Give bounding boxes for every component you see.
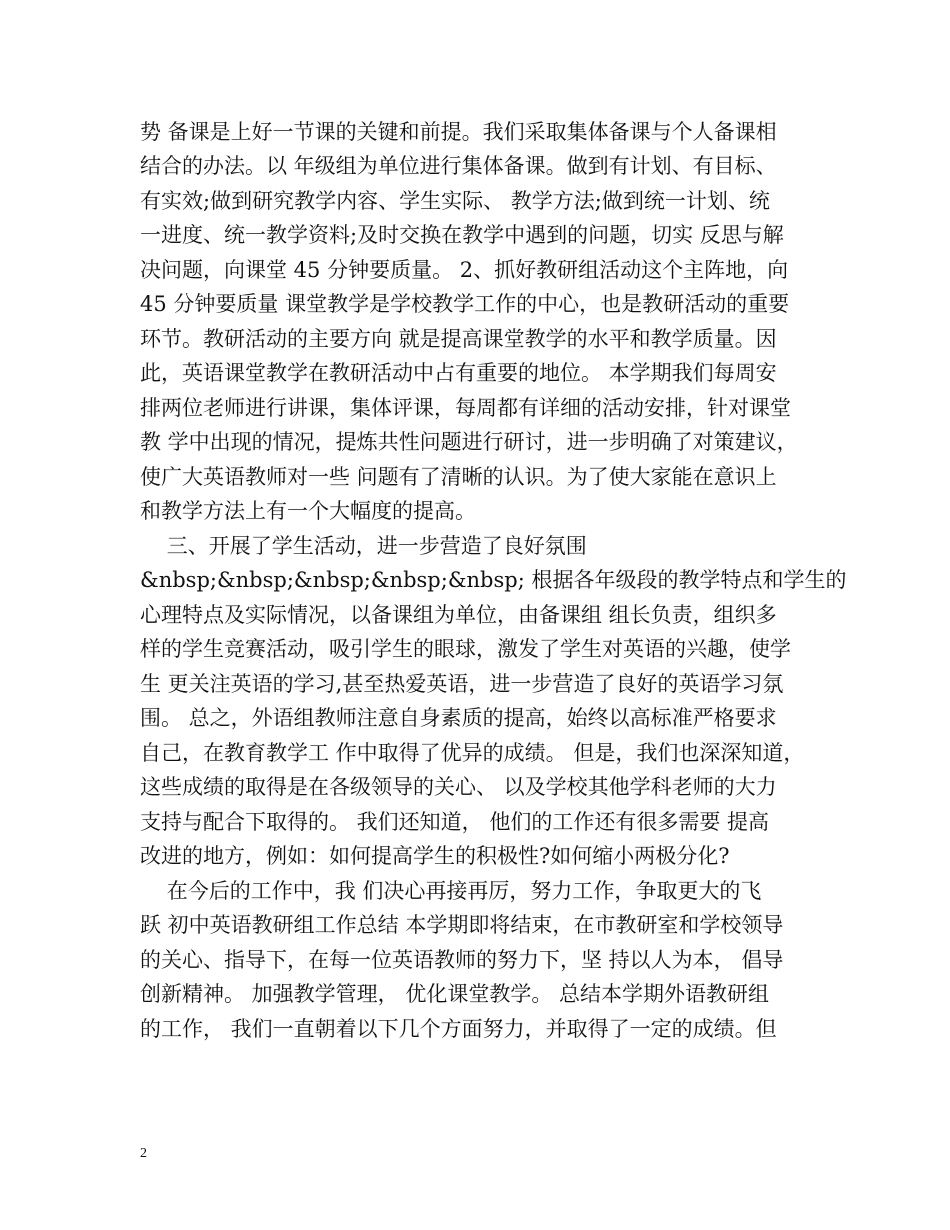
body-text-line: 支持与配合下取得的。 我们还知道， 他们的工作还有很多需要 提高 (140, 810, 770, 834)
body-text-line: 生 更关注英语的学习,甚至热爱英语，进一步营造了良好的英语学习氛 (140, 672, 784, 696)
body-text-line: 的关心、指导下，在每一位英语教师的努力下，坚 持以人为本， 倡导 (140, 948, 784, 972)
body-text-line: 改进的地方，例如：如何提高学生的积极性?如何缩小两极分化? (140, 844, 730, 868)
body-text-line: 跃 初中英语教研组工作总结 本学期即将结束，在市教研室和学校领导 (140, 913, 784, 937)
section-heading: 三、开展了学生活动，进一步营造了良好氛围 (140, 534, 587, 558)
body-text-line: 决问题，向课堂 45 分钟要质量。 2、抓好教研组活动这个主阵地，向 (140, 258, 789, 282)
body-text-line: 创新精神。 加强教学管理， 优化课堂教学。 总结本学期外语教研组 (140, 982, 770, 1006)
body-text-line: 此，英语课堂教学在教研活动中占有重要的地位。 本学期我们每周安 (140, 361, 777, 385)
body-text-line: 样的学生竞赛活动，吸引学生的眼球，激发了学生对英语的兴趣，使学 (140, 637, 791, 661)
body-text-line: 45 分钟要质量 课堂教学是学校教学工作的中心，也是教研活动的重要 (140, 292, 790, 316)
body-text-line: 排两位老师进行讲课，集体评课，每周都有详细的活动安排，针对课堂 (140, 396, 791, 420)
body-text-line: 一进度、统一教学资料;及时交换在教学中遇到的问题，切实 反思与解 (140, 223, 784, 247)
body-text-line: 使广大英语教师对一些 问题有了清晰的认识。为了使大家能在意识上 (140, 465, 777, 489)
body-text-line: 自己，在教育教学工 作中取得了优异的成绩。 但是，我们也深深知道， (140, 741, 805, 765)
body-text-line: 在今后的工作中，我 们决心再接再厉，努力工作，争取更大的飞 (140, 879, 762, 903)
body-text-line: 围。 总之，外语组教师注意自身素质的提高，始终以高标准严格要求 (140, 706, 777, 730)
body-text-line: 这些成绩的取得是在各级领导的关心、 以及学校其他学科老师的大力 (140, 775, 777, 799)
page-number: 2 (140, 1146, 147, 1161)
body-text-line: 势 备课是上好一节课的关键和前提。我们采取集体备课与个人备课相 (140, 120, 777, 144)
body-text-line: 和教学方法上有一个大幅度的提高。 (140, 499, 476, 523)
body-text-line: 有实效;做到研究教学内容、学生实际、 教学方法;做到统一计划、统 (140, 189, 770, 213)
body-text-line: 心理特点及实际情况，以备课组为单位，由备课组 组长负责，组织多 (140, 603, 777, 627)
body-text-line: &nbsp;&nbsp;&nbsp;&nbsp;&nbsp; 根据各年级段的教学特点和学生的 (140, 568, 847, 592)
body-text-line: 结合的办法。以 年级组为单位进行集体备课。做到有计划、有目标、 (140, 154, 777, 178)
body-text-line: 教 学中出现的情况，提炼共性问题进行研讨，进一步明确了对策建议， (140, 430, 798, 454)
body-text-line: 环节。教研活动的主要方向 就是提高课堂教学的水平和教学质量。因 (140, 327, 777, 351)
body-text-line: 的工作， 我们一直朝着以下几个方面努力，并取得了一定的成绩。但 (140, 1017, 777, 1041)
